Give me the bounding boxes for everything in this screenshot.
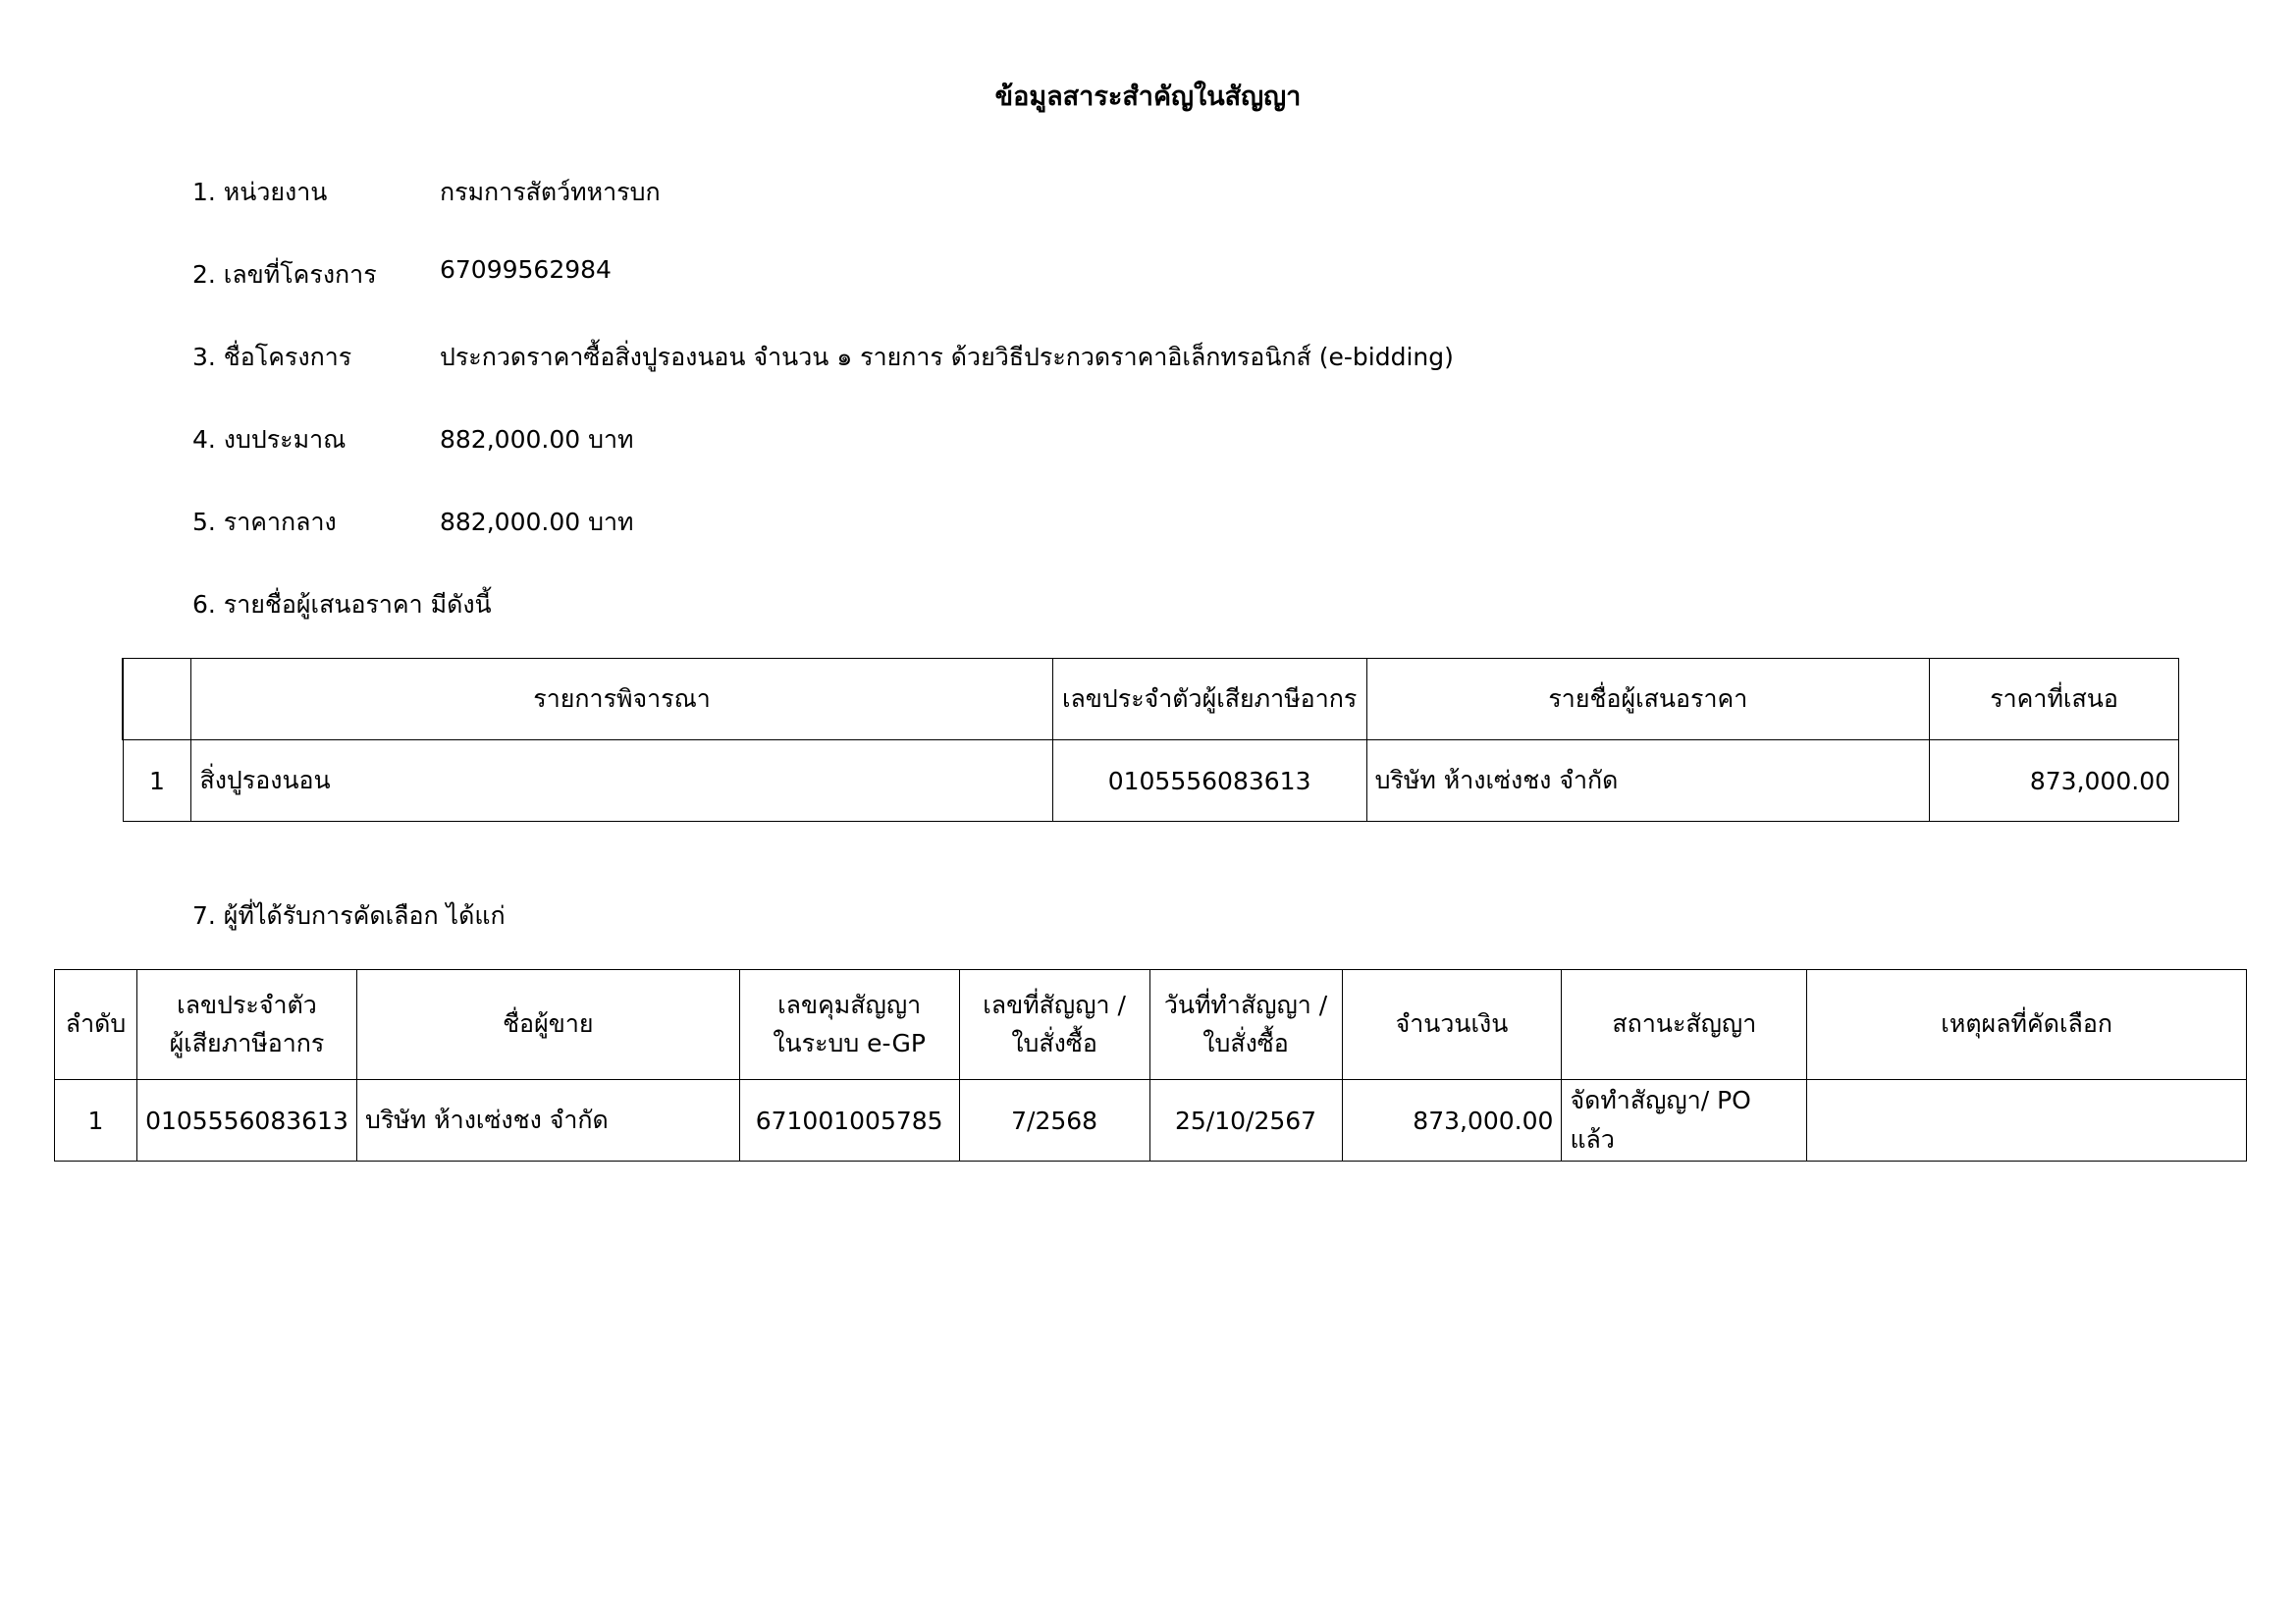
winner-header-contract-date: วันที่ทำสัญญา / ใบสั่งซื้อ	[1149, 970, 1342, 1080]
winner-cell-order: 1	[55, 1080, 137, 1162]
field-budget-label: 4. งบประมาณ	[192, 425, 347, 454]
winner-cell-seller-name: บริษัท ห้างเซ่งชง จำกัด	[356, 1080, 739, 1162]
field-agency-label: 1. หน่วยงาน	[192, 178, 328, 206]
bidders-header-price: ราคาที่เสนอ	[1930, 659, 2179, 740]
field-project-number-value: 67099562984	[440, 255, 612, 284]
bidders-header-item: รายการพิจารณา	[191, 659, 1052, 740]
winner-header-amount: จำนวนเงิน	[1342, 970, 1562, 1080]
winner-cell-tax-id: 0105556083613	[136, 1080, 356, 1162]
winner-cell-selection-reason	[1807, 1080, 2247, 1162]
bidders-cell-index: 1	[123, 740, 191, 822]
field-median-price-value: 882,000.00 บาท	[440, 508, 634, 536]
bidders-cell-price: 873,000.00	[1930, 740, 2179, 822]
winner-cell-contract-number: 7/2568	[959, 1080, 1149, 1162]
bidders-heading: 6. รายชื่อผู้เสนอราคา มีดังนี้	[192, 590, 492, 619]
winner-table	[54, 969, 2247, 1162]
field-agency-value: กรมการสัตว์ทหารบก	[440, 178, 661, 206]
winner-cell-egp-control-number: 671001005785	[739, 1080, 959, 1162]
winner-header-order: ลำดับ	[55, 970, 137, 1080]
winner-cell-amount: 873,000.00	[1342, 1080, 1562, 1162]
bidders-header-tax-id: เลขประจำตัวผู้เสียภาษีอากร	[1052, 659, 1366, 740]
field-agency	[192, 173, 1763, 206]
bidders-cell-item: สิ่งปูรองนอน	[191, 740, 1052, 822]
bidders-table-header-row	[123, 659, 2179, 740]
bidders-table	[122, 658, 2179, 822]
field-budget	[192, 420, 1763, 454]
field-project-name-value: ประกวดราคาซื้อสิ่งปูรองนอน จำนวน ๑ รายการ ด้วยวิธีประกวดราคาอิเล็กทรอนิกส์ (e-bidding)	[440, 343, 1454, 371]
winner-cell-contract-status: จัดทำสัญญา/ PO แล้ว	[1562, 1080, 1807, 1162]
winner-heading: 7. ผู้ที่ได้รับการคัดเลือก ได้แก่	[192, 901, 506, 930]
field-project-name	[192, 338, 1861, 371]
winner-header-egp-control-number: เลขคุมสัญญา ในระบบ e-GP	[739, 970, 959, 1080]
field-project-name-label: 3. ชื่อโครงการ	[192, 343, 352, 371]
field-median-price	[192, 503, 1763, 536]
table-row	[55, 1080, 2247, 1162]
field-project-number-label: 2. เลขที่โครงการ	[192, 260, 377, 289]
winner-header-selection-reason: เหตุผลที่คัดเลือก	[1807, 970, 2247, 1080]
field-budget-value: 882,000.00 บาท	[440, 425, 634, 454]
winner-header-seller-name: ชื่อผู้ขาย	[356, 970, 739, 1080]
table-row	[123, 740, 2179, 822]
bidders-header-index	[123, 659, 191, 740]
bidders-header-bidder-name: รายชื่อผู้เสนอราคา	[1366, 659, 1930, 740]
field-project-number	[192, 255, 1763, 289]
winner-cell-contract-date: 25/10/2567	[1149, 1080, 1342, 1162]
document-title: ข้อมูลสาระสำคัญในสัญญา	[994, 81, 1302, 112]
bidders-cell-bidder-name: บริษัท ห้างเซ่งชง จำกัด	[1366, 740, 1930, 822]
field-median-price-label: 5. ราคากลาง	[192, 508, 337, 536]
winner-header-tax-id: เลขประจำตัว ผู้เสียภาษีอากร	[136, 970, 356, 1080]
winner-header-contract-number: เลขที่สัญญา / ใบสั่งซื้อ	[959, 970, 1149, 1080]
bidders-cell-tax-id: 0105556083613	[1052, 740, 1366, 822]
winner-table-header-row	[55, 970, 2247, 1080]
winner-header-contract-status: สถานะสัญญา	[1562, 970, 1807, 1080]
